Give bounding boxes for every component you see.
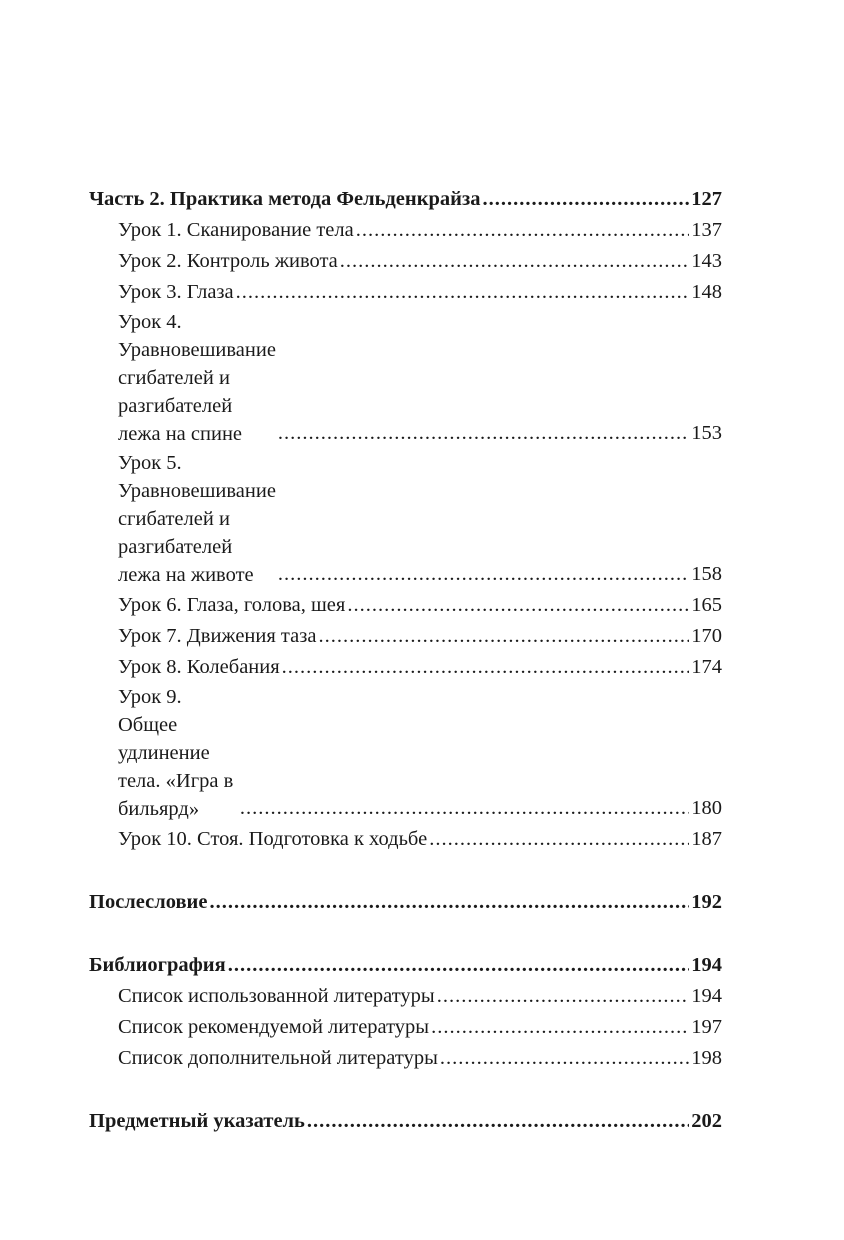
toc-entry-title: Предметный указатель	[89, 1110, 305, 1132]
dot-leader	[347, 590, 689, 621]
toc-entry-title: Список использованной литературы	[118, 985, 435, 1007]
toc-entry-lesson-4[interactable]	[89, 308, 722, 449]
dot-leader	[431, 1012, 689, 1043]
toc-entry-title: Часть 2. Практика метода Фельденкрайза	[89, 188, 481, 210]
toc-entry-page: 180	[691, 797, 722, 819]
toc-entry-title: Список дополнительной литературы	[118, 1047, 438, 1069]
toc-entry-page: 197	[691, 1016, 722, 1038]
toc-entry-page: 137	[691, 219, 722, 241]
toc-entry-lesson-5[interactable]	[89, 449, 722, 590]
toc-entry-page: 170	[691, 625, 722, 647]
toc-entry-lesson-3[interactable]	[89, 277, 722, 308]
toc-entry-page: 202	[691, 1110, 722, 1132]
toc-entry-afterword[interactable]	[89, 887, 722, 918]
dot-leader	[307, 1106, 689, 1137]
toc-entry-recommended-literature[interactable]	[89, 1012, 722, 1043]
toc-entry-page: 187	[691, 828, 722, 850]
toc-entry-page: 127	[691, 188, 722, 210]
toc-entry-page: 143	[691, 250, 722, 272]
dot-leader	[318, 621, 689, 652]
toc-entry-title: Урок 1. Сканирование тела	[118, 219, 354, 241]
toc-entry-page: 192	[691, 891, 722, 913]
toc-entry-title: Урок 6. Глаза, голова, шея	[118, 594, 346, 616]
dot-leader	[236, 277, 690, 308]
toc-entry-page: 165	[691, 594, 722, 616]
toc-entry-lesson-10[interactable]	[89, 824, 722, 855]
toc-entry-lesson-1[interactable]	[89, 215, 722, 246]
toc-entry-used-literature[interactable]	[89, 981, 722, 1012]
dot-leader	[356, 215, 690, 246]
dot-leader	[282, 652, 690, 683]
toc-entry-title: Урок 10. Стоя. Подготовка к ходьбе	[118, 828, 428, 850]
toc-entry-additional-literature[interactable]	[89, 1043, 722, 1074]
toc-entry-title: Урок 2. Контроль живота	[118, 250, 338, 272]
dot-leader	[240, 793, 689, 824]
toc-entry-part-2[interactable]	[89, 184, 722, 215]
toc-entry-page: 158	[691, 563, 722, 585]
toc-entry-lesson-6[interactable]	[89, 590, 722, 621]
toc-entry-page: 194	[691, 985, 722, 1007]
toc-entry-subject-index[interactable]	[89, 1106, 722, 1137]
toc-entry-title: Урок 8. Колебания	[118, 656, 280, 678]
toc-entry-lesson-7[interactable]	[89, 621, 722, 652]
toc-entry-title: Урок 9. Общее удлинение тела. «Игра в бильярд»	[118, 686, 234, 820]
toc-entry-page: 174	[691, 656, 722, 678]
dot-leader	[437, 981, 690, 1012]
toc-entry-title: Урок 5. Уравновешивание сгибателей и разгибателей лежа на животе	[118, 452, 276, 586]
dot-leader	[278, 418, 689, 449]
toc-entry-page: 198	[691, 1047, 722, 1069]
dot-leader	[482, 184, 689, 215]
toc-entry-title: Урок 3. Глаза	[118, 281, 234, 303]
toc-entry-page: 194	[691, 954, 722, 976]
table-of-contents	[89, 184, 722, 1137]
toc-entry-title: Послесловие	[89, 891, 208, 913]
dot-leader	[228, 950, 690, 981]
dot-leader	[440, 1043, 689, 1074]
toc-entry-lesson-9[interactable]	[89, 683, 722, 824]
dot-leader	[278, 559, 689, 590]
dot-leader	[429, 824, 689, 855]
dot-leader	[340, 246, 689, 277]
toc-entry-page: 153	[691, 422, 722, 444]
toc-entry-page: 148	[691, 281, 722, 303]
toc-entry-lesson-2[interactable]	[89, 246, 722, 277]
toc-entry-title: Урок 4. Уравновешивание сгибателей и разгибателей лежа на спине	[118, 311, 276, 445]
toc-entry-bibliography[interactable]	[89, 950, 722, 981]
toc-entry-lesson-8[interactable]	[89, 652, 722, 683]
toc-entry-title: Библиография	[89, 954, 226, 976]
toc-entry-title: Урок 7. Движения таза	[118, 625, 317, 647]
toc-entry-title: Список рекомендуемой литературы	[118, 1016, 430, 1038]
dot-leader	[209, 887, 689, 918]
